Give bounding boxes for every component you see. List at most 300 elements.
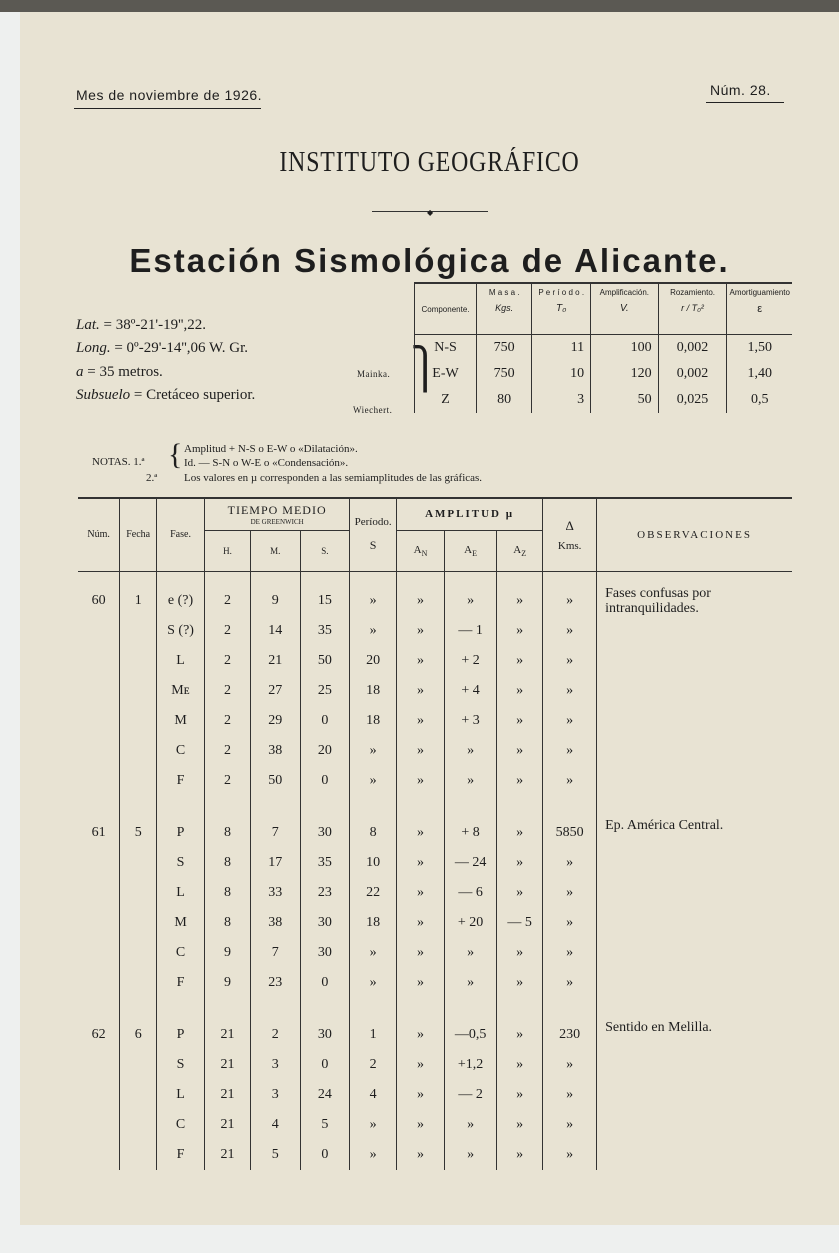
table-row (78, 616, 792, 646)
hdr-tiempo-title: TIEMPO MEDIO (227, 502, 327, 517)
num-cell: 60 (91, 593, 106, 608)
fase-cell: L (157, 878, 205, 908)
lat-value: = 38º-21'-19'',22. (103, 317, 206, 333)
fase-cell: L (157, 1080, 205, 1110)
mass-cell: 750 (476, 361, 531, 387)
delta-cell: » (543, 616, 597, 646)
col-friction (658, 283, 727, 335)
friction-cell: 0,025 (658, 387, 727, 413)
az-cell: » (497, 572, 543, 617)
amp-sym: V. (619, 303, 629, 314)
table-row (78, 736, 792, 766)
col-component: Componente. (415, 283, 477, 335)
hour-cell: 8 (205, 796, 251, 848)
ae-cell: » (445, 938, 497, 968)
second-cell: 23 (300, 878, 350, 908)
fase-cell: F (157, 1140, 205, 1170)
amp-cell: 120 (591, 361, 659, 387)
hour-cell: 21 (205, 1050, 251, 1080)
period-cell: 3 (532, 387, 591, 413)
delta-cell: » (543, 1110, 597, 1140)
fase-cell: P (157, 998, 205, 1050)
table-row (78, 646, 792, 676)
fase-cell: F (157, 968, 205, 998)
header-row-1 (78, 498, 792, 531)
table-row (78, 1110, 792, 1140)
note-1b: Id. — S-N o W-E o «Condensación». (184, 457, 349, 469)
damping-sym: ε (757, 303, 763, 315)
friction-cell: 0,002 (658, 335, 727, 362)
minute-cell: 21 (250, 646, 300, 676)
period-cell: 4 (350, 1080, 397, 1110)
period-cell: 11 (532, 335, 591, 362)
long-label: Long. (76, 340, 111, 356)
seismic-table-body (78, 572, 792, 1171)
period-title: P e r í o d o . (538, 288, 585, 297)
minute-cell: 9 (250, 572, 300, 617)
month-label: Mes de noviembre de 1926. (76, 87, 263, 103)
table-row (78, 848, 792, 878)
an-cell: » (397, 998, 445, 1050)
observation-cell (597, 1050, 792, 1080)
fecha-cell: 6 (120, 998, 157, 1050)
second-cell: 35 (300, 848, 350, 878)
instrument-mainka: Mainka. (357, 369, 391, 379)
fecha-cell (120, 1140, 157, 1170)
instrument-header-row (415, 283, 793, 335)
num-cell (78, 1110, 120, 1140)
hour-cell: 2 (205, 706, 251, 736)
fecha-cell: 1 (120, 572, 157, 617)
instrument-row (415, 335, 793, 362)
second-cell: 0 (300, 1050, 350, 1080)
an-cell: » (397, 676, 445, 706)
fecha-cell (120, 878, 157, 908)
num-cell (78, 766, 120, 796)
table-row (78, 1050, 792, 1080)
table-row (78, 998, 792, 1050)
table-row (78, 908, 792, 938)
an-cell: » (397, 646, 445, 676)
latitude-line (76, 317, 206, 334)
delta-cell: » (543, 1050, 597, 1080)
amp-title: Amplificación. (599, 288, 650, 297)
fase-cell: C (157, 1110, 205, 1140)
fecha-cell (120, 938, 157, 968)
alt-value: = 35 metros. (87, 364, 163, 380)
ae-cell: + 3 (445, 706, 497, 736)
fecha-cell (120, 706, 157, 736)
table-row (78, 706, 792, 736)
hdr-az-a: A (513, 544, 522, 556)
period-cell: » (350, 766, 397, 796)
observation-cell: Ep. América Central. (597, 796, 792, 848)
fecha-cell (120, 766, 157, 796)
ae-cell: — 1 (445, 616, 497, 646)
ae-cell: » (445, 736, 497, 766)
second-cell: 25 (300, 676, 350, 706)
observation-cell (597, 646, 792, 676)
damping-title: Amortiguamiento (729, 288, 790, 297)
observation-cell (597, 1110, 792, 1140)
minute-cell: 23 (250, 968, 300, 998)
delta-cell: 230 (543, 998, 597, 1050)
hdr-tiempo (205, 498, 350, 531)
component-cell: N-S (415, 335, 477, 362)
az-cell: » (497, 676, 543, 706)
observation-cell (597, 908, 792, 938)
period-cell: » (350, 1140, 397, 1170)
period-cell: 18 (350, 706, 397, 736)
ae-cell: » (445, 1110, 497, 1140)
amp-cell: 100 (591, 335, 659, 362)
hdr-delta (543, 498, 597, 572)
az-cell: — 5 (497, 908, 543, 938)
document-page (20, 12, 839, 1225)
note-2: Los valores en µ corresponden a las semiamplitudes de las gráficas. (184, 472, 483, 484)
delta-cell: » (543, 878, 597, 908)
hour-cell: 21 (205, 1110, 251, 1140)
observation-cell: Sentido en Melilla. (597, 998, 792, 1050)
az-cell: » (497, 736, 543, 766)
observation-cell (597, 766, 792, 796)
fase-cell: F (157, 766, 205, 796)
minute-cell: 3 (250, 1080, 300, 1110)
delta-cell: » (543, 646, 597, 676)
hour-cell: 2 (205, 766, 251, 796)
hdr-m: M. (250, 531, 300, 572)
subsoil-value: = Cretáceo superior. (133, 387, 256, 403)
az-cell: » (497, 878, 543, 908)
fase-cell: M (157, 908, 205, 938)
instrument-row (415, 361, 793, 387)
table-row (78, 572, 792, 617)
second-cell: 24 (300, 1080, 350, 1110)
num-cell (78, 706, 120, 736)
hour-cell: 21 (205, 998, 251, 1050)
delta-cell: » (543, 676, 597, 706)
minute-cell: 38 (250, 908, 300, 938)
fase-cell: P (157, 796, 205, 848)
damping-cell: 1,50 (727, 335, 792, 362)
delta-cell: » (543, 908, 597, 938)
az-cell: » (497, 1080, 543, 1110)
hour-cell: 8 (205, 908, 251, 938)
table-row (78, 1140, 792, 1170)
minute-cell: 4 (250, 1110, 300, 1140)
mass-title: M a s a . (488, 288, 520, 297)
az-cell: » (497, 938, 543, 968)
an-cell: » (397, 1110, 445, 1140)
institute-title: INSTITUTO GEOGRÁFICO (279, 147, 580, 178)
observation-cell (597, 676, 792, 706)
an-cell: » (397, 848, 445, 878)
ae-cell: —0,5 (445, 998, 497, 1050)
delta-cell: » (543, 848, 597, 878)
observation-cell (597, 1140, 792, 1170)
observation-cell (597, 848, 792, 878)
hdr-an-sub: N (421, 549, 428, 558)
hour-cell: 9 (205, 938, 251, 968)
fecha-cell: 5 (120, 796, 157, 848)
period-cell: 20 (350, 646, 397, 676)
hdr-s: S. (300, 531, 350, 572)
col-amplification (591, 283, 659, 335)
an-cell: » (397, 1140, 445, 1170)
notes-title: NOTAS. (92, 456, 131, 468)
table-row (78, 968, 792, 998)
ae-cell: — 6 (445, 878, 497, 908)
hour-cell: 8 (205, 848, 251, 878)
minute-cell: 27 (250, 676, 300, 706)
instrument-row (415, 387, 793, 413)
ornament-dot: ◆ (427, 208, 434, 217)
hdr-ae (445, 531, 497, 572)
notes-brace: { (168, 438, 183, 471)
az-cell: » (497, 1050, 543, 1080)
hdr-delta-sym: Δ (565, 517, 574, 533)
hdr-an-a: A (413, 544, 422, 556)
az-cell: » (497, 968, 543, 998)
table-row (78, 796, 792, 848)
fase-cell: C (157, 938, 205, 968)
delta-cell: » (543, 572, 597, 617)
observation-cell (597, 1080, 792, 1110)
ae-cell: + 2 (445, 646, 497, 676)
period-cell: » (350, 572, 397, 617)
observation-cell (597, 878, 792, 908)
fase-cell: M (157, 706, 205, 736)
fecha-cell (120, 848, 157, 878)
num-cell (78, 616, 120, 646)
an-cell: » (397, 796, 445, 848)
period-cell: 10 (532, 361, 591, 387)
minute-cell: 7 (250, 796, 300, 848)
observation-cell (597, 736, 792, 766)
hour-cell: 2 (205, 572, 251, 617)
minute-cell: 17 (250, 848, 300, 878)
damping-cell: 1,40 (727, 361, 792, 387)
period-cell: 10 (350, 848, 397, 878)
col-damping (727, 283, 792, 335)
fecha-cell (120, 736, 157, 766)
num-cell: 61 (91, 825, 106, 840)
hour-cell: 2 (205, 646, 251, 676)
long-value: = 0º-29'-14'',06 W. Gr. (114, 340, 249, 356)
ae-cell: + 20 (445, 908, 497, 938)
delta-cell: » (543, 706, 597, 736)
hour-cell: 2 (205, 736, 251, 766)
issue-number: Núm. 28. (710, 82, 771, 98)
minute-cell: 3 (250, 1050, 300, 1080)
num-cell (78, 968, 120, 998)
hour-cell: 8 (205, 878, 251, 908)
mainka-brace: ⎫ (410, 346, 440, 391)
second-cell: 0 (300, 706, 350, 736)
table-row (78, 1080, 792, 1110)
minute-cell: 38 (250, 736, 300, 766)
period-sym: T₀ (556, 303, 567, 314)
hour-cell: 2 (205, 676, 251, 706)
delta-cell: » (543, 968, 597, 998)
ae-cell: » (445, 968, 497, 998)
fase-cell: Mᴇ (157, 676, 205, 706)
minute-cell: 2 (250, 998, 300, 1050)
second-cell: 5 (300, 1110, 350, 1140)
period-cell: » (350, 938, 397, 968)
period-cell: 18 (350, 676, 397, 706)
hdr-fase: Fase. (157, 498, 205, 572)
note-2-number: 2.ª (146, 472, 158, 484)
az-cell: » (497, 1140, 543, 1170)
az-cell: » (497, 616, 543, 646)
period-cell: 22 (350, 878, 397, 908)
damping-cell: 0,5 (727, 387, 792, 413)
delta-cell: » (543, 736, 597, 766)
period-cell: 2 (350, 1050, 397, 1080)
hdr-amplitud: AMPLITUD µ (397, 498, 543, 531)
fase-cell: S (157, 848, 205, 878)
fase-cell: S (157, 1050, 205, 1080)
fecha-cell (120, 1050, 157, 1080)
an-cell: » (397, 736, 445, 766)
num-cell (78, 878, 120, 908)
an-cell: » (397, 1050, 445, 1080)
table-row (78, 938, 792, 968)
col-period (532, 283, 591, 335)
col-mass (476, 283, 531, 335)
instrument-table (414, 282, 792, 413)
az-cell: » (497, 998, 543, 1050)
friction-sym: r / T₀² (681, 303, 704, 313)
minute-cell: 14 (250, 616, 300, 646)
num-cell (78, 908, 120, 938)
scan-top-edge (0, 0, 839, 12)
hour-cell: 21 (205, 1140, 251, 1170)
table-row (78, 676, 792, 706)
hdr-periodo (350, 498, 397, 572)
second-cell: 0 (300, 766, 350, 796)
hdr-greenwich: DE GREENWICH (250, 517, 304, 526)
period-cell: 1 (350, 998, 397, 1050)
minute-cell: 5 (250, 1140, 300, 1170)
hour-cell: 21 (205, 1080, 251, 1110)
hdr-az-sub: Z (521, 549, 527, 558)
fecha-cell (120, 616, 157, 646)
hdr-an (397, 531, 445, 572)
az-cell: » (497, 1110, 543, 1140)
fecha-cell (120, 676, 157, 706)
num-cell (78, 1050, 120, 1080)
ae-cell: » (445, 572, 497, 617)
delta-cell: » (543, 766, 597, 796)
period-cell: 18 (350, 908, 397, 938)
number-underline (706, 102, 784, 103)
period-cell: » (350, 968, 397, 998)
delta-cell: » (543, 938, 597, 968)
period-cell: » (350, 616, 397, 646)
fecha-cell (120, 908, 157, 938)
month-underline (74, 108, 261, 109)
hdr-ae-a: A (464, 544, 473, 556)
num-cell (78, 646, 120, 676)
fecha-cell (120, 968, 157, 998)
instrument-wiechert: Wiechert. (353, 405, 393, 415)
note-1a: Amplitud + N-S o E-W o «Dilatación». (184, 443, 358, 455)
station-title: Estación Sismológica de Alicante. (129, 242, 730, 279)
an-cell: » (397, 878, 445, 908)
second-cell: 15 (300, 572, 350, 617)
component-cell: E-W (415, 361, 477, 387)
table-row (78, 766, 792, 796)
longitude-line (76, 340, 248, 357)
second-cell: 0 (300, 968, 350, 998)
second-cell: 30 (300, 796, 350, 848)
hour-cell: 2 (205, 616, 251, 646)
hdr-h: H. (205, 531, 251, 572)
fecha-cell (120, 646, 157, 676)
delta-cell: » (543, 1080, 597, 1110)
hdr-kms: Kms. (557, 539, 582, 552)
ae-cell: » (445, 766, 497, 796)
observation-cell (597, 706, 792, 736)
minute-cell: 7 (250, 938, 300, 968)
period-cell: 8 (350, 796, 397, 848)
hdr-ae-sub: E (472, 549, 477, 558)
ae-cell: + 8 (445, 796, 497, 848)
minute-cell: 33 (250, 878, 300, 908)
fase-cell: C (157, 736, 205, 766)
second-cell: 20 (300, 736, 350, 766)
num-cell (78, 736, 120, 766)
period-cell: » (350, 736, 397, 766)
an-cell: » (397, 1080, 445, 1110)
lat-label: Lat. (76, 317, 100, 333)
note-1-number: 1.ª (133, 456, 145, 468)
friction-cell: 0,002 (658, 361, 727, 387)
num-cell (78, 676, 120, 706)
an-cell: » (397, 706, 445, 736)
num-cell (78, 938, 120, 968)
ae-cell: » (445, 1140, 497, 1170)
fase-cell: S (?) (157, 616, 205, 646)
hdr-az (497, 531, 543, 572)
hdr-periodo-s: S (369, 538, 377, 552)
az-cell: » (497, 796, 543, 848)
second-cell: 30 (300, 998, 350, 1050)
second-cell: 30 (300, 908, 350, 938)
ae-cell: + 4 (445, 676, 497, 706)
period-cell: » (350, 1110, 397, 1140)
mass-cell: 80 (476, 387, 531, 413)
an-cell: » (397, 908, 445, 938)
second-cell: 30 (300, 938, 350, 968)
second-cell: 35 (300, 616, 350, 646)
notes-label (92, 456, 145, 468)
second-cell: 50 (300, 646, 350, 676)
table-row (78, 878, 792, 908)
altitude-line (76, 364, 163, 381)
fecha-cell (120, 1110, 157, 1140)
an-cell: » (397, 938, 445, 968)
hour-cell: 9 (205, 968, 251, 998)
ae-cell: — 24 (445, 848, 497, 878)
subsoil-label: Subsuelo (76, 387, 131, 403)
an-cell: » (397, 572, 445, 617)
hdr-periodo-title: Período. (354, 516, 392, 528)
ae-cell: +1,2 (445, 1050, 497, 1080)
delta-cell: » (543, 1140, 597, 1170)
